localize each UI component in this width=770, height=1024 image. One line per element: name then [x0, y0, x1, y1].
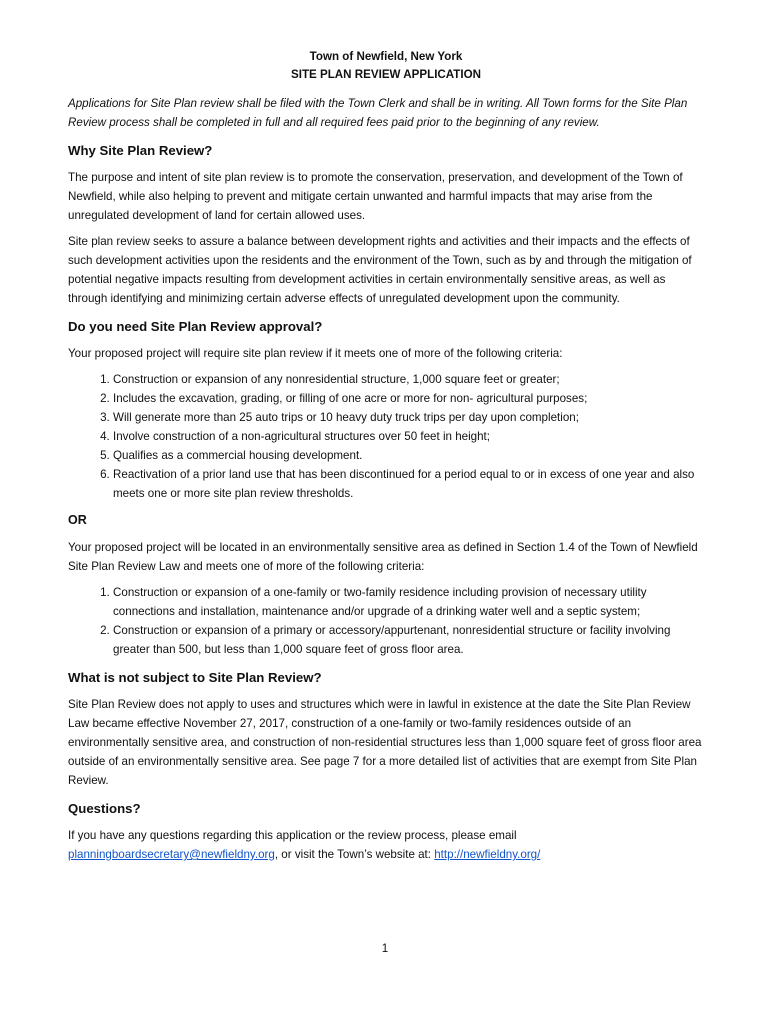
- website-link[interactable]: http://newfieldny.org/: [434, 848, 541, 861]
- need-lead: Your proposed project will require site plan review if it meets one of more of the following criteria:: [68, 347, 563, 360]
- email-link[interactable]: planningboardsecretary@newfieldny.org: [68, 848, 275, 861]
- criteria-item: 1. Construction or expansion of any nonresidential structure, 1,000 square feet or greater;: [113, 370, 704, 389]
- why-paragraph-2: Site plan review seeks to assure a balance between development rights and activities and their impacts and the effects of such development activities upon the residents and the environment of the Town, such as by and through the mitigation of potential negative impacts resulting from development activities in certain environmentally sensitive areas, as well as through identifying and minimizing certain adverse effects of unregulated development upon the community.: [68, 235, 692, 305]
- criteria-item: 4. Involve construction of a non-agricultural structures over 50 feet in height;: [113, 427, 704, 446]
- need-lead-2: Your proposed project will be located in an environmentally sensitive area as defined in Section 1.4 of the Town of Newfield Site Plan Review Law and meets one of more of the following criteria:: [68, 541, 698, 573]
- questions-lead: If you have any questions regarding this application or the review process, please email: [68, 829, 517, 842]
- page-number: 1: [381, 942, 389, 955]
- criteria-list: [68, 370, 704, 503]
- sensitive-area-criteria-list: [68, 583, 704, 659]
- town-name: Town of Newfield, New York: [309, 50, 463, 63]
- criteria-item: 5. Qualifies as a commercial housing development.: [113, 446, 704, 465]
- document-page: [68, 48, 704, 871]
- need-heading: Do you need Site Plan Review approval?: [68, 319, 323, 334]
- criteria-item: 2. Includes the excavation, grading, or filling of one acre or more for non- agricultural purposes;: [113, 389, 704, 408]
- not-subject-heading: What is not subject to Site Plan Review?: [68, 670, 322, 685]
- criteria-item: 2. Construction or expansion of a primary or accessory/appurtenant, nonresidential structure or facility involving greater than 500, but less than 1,000 square feet of gross floor area.: [113, 621, 704, 659]
- criteria-item: 6. Reactivation of a prior land use that has been discontinued for a period equal to or in excess of one year and also meets one or more site plan review thresholds.: [113, 465, 704, 503]
- or-label: OR: [68, 513, 87, 527]
- not-subject-text: Site Plan Review does not apply to uses and structures which were in lawful in existence at the date the Site Plan Review Law became effective November 27, 2017, construction of a one-family or two-family residences outside of an environmentally sensitive area, and construction of non-residential structures less than 1,000 square feet of gross floor area outside of an environmentally sensitive area. See page 7 for a more detailed list of activities that are exempt from Site Plan Review.: [68, 698, 702, 787]
- intro-text: Applications for Site Plan review shall be filed with the Town Clerk and shall be in writing. All Town forms for the Site Plan Review process shall be completed in full and all required fees paid prior to the beginning of any review.: [68, 97, 688, 129]
- questions-middle: , or visit the Town’s website at:: [274, 848, 435, 861]
- criteria-item: 1. Construction or expansion of a one-family or two-family residence including provision of necessary utility connections and installation, maintenance and/or upgrade of a drinking water well and a septic system;: [113, 583, 704, 621]
- criteria-item: 3. Will generate more than 25 auto trips or 10 heavy duty truck trips per day upon completion;: [113, 408, 704, 427]
- why-paragraph-1: The purpose and intent of site plan review is to promote the conservation, preservation, and development of the Town of Newfield, while also helping to prevent and mitigate certain unwanted and harmful impacts that may arise from the unregulated development of land for certain allowed uses.: [68, 171, 683, 222]
- form-title: SITE PLAN REVIEW APPLICATION: [290, 68, 482, 81]
- why-heading: Why Site Plan Review?: [68, 143, 213, 158]
- questions-heading: Questions?: [68, 801, 141, 816]
- questions-text: [68, 826, 704, 864]
